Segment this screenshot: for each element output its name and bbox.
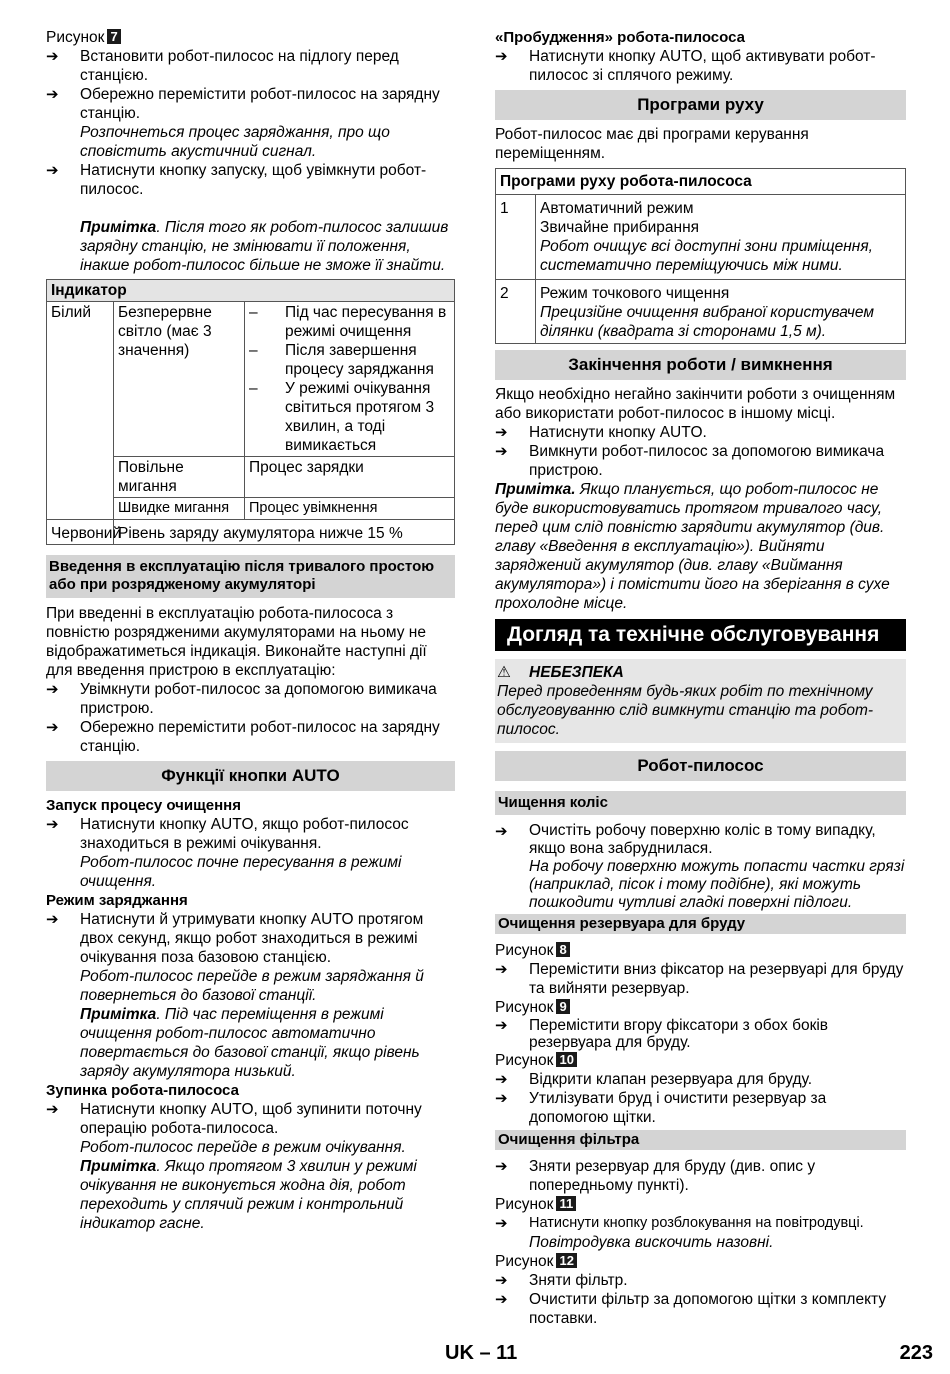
step-text: Обережно перемістити робот-пилосос на зарядну станцію.	[80, 719, 440, 755]
indicator-state: Швидке мигання	[114, 498, 245, 520]
step-result: Робот-пилосос перейде в режим очікування.	[80, 1139, 406, 1156]
figure-label: Рисунок	[495, 1052, 554, 1069]
figure-label: Рисунок	[46, 29, 105, 46]
arrow-icon: ➔	[495, 1291, 508, 1308]
list-item: – Під час пересування в режимі очищення	[249, 304, 447, 340]
step-item	[495, 1214, 906, 1252]
page-number: 223	[899, 1342, 933, 1364]
step-item	[495, 960, 906, 998]
arrow-icon: ➔	[495, 823, 508, 840]
figure-ref-12	[495, 1252, 906, 1271]
note-label: Примітка.	[495, 481, 576, 498]
subsection-heading: Очищення фільтра	[495, 1130, 906, 1150]
program-number: 1	[496, 195, 536, 280]
step-item	[495, 1089, 906, 1127]
figure-ref-7	[46, 28, 455, 47]
step-text: Обережно перемістити робот-пилосос на зарядну станцію.	[80, 86, 440, 122]
step-item	[495, 822, 906, 912]
step-item	[46, 161, 455, 199]
step-result: Робот-пилосос почне пересування в режимі очищення.	[80, 854, 402, 890]
figure-ref-10	[495, 1051, 906, 1070]
indicator-meaning-list	[245, 302, 455, 457]
chapter-heading: Догляд та технічне обслуговування	[495, 619, 906, 651]
step-item	[46, 910, 455, 1081]
figure-number: 7	[107, 29, 120, 44]
arrow-icon: ➔	[495, 48, 508, 65]
step-text: Відкрити клапан резервуара для бруду.	[529, 1071, 813, 1088]
danger-warning	[495, 659, 906, 743]
step-text: Натиснути кнопку AUTO, щоб активувати робот-пилосос зі сплячого режиму.	[529, 48, 876, 84]
step-text: Зняти фільтр.	[529, 1272, 628, 1289]
figure-label: Рисунок	[495, 999, 554, 1016]
figure-label: Рисунок	[495, 1253, 554, 1270]
page-code: UK – 11	[445, 1342, 518, 1364]
arrow-icon: ➔	[495, 1071, 508, 1088]
step-text: Перемістити вниз фіксатор на резервуарі для бруду та вийняти резервуар.	[529, 961, 904, 997]
figure-ref-8	[495, 941, 906, 960]
note-text: Якщо планується, що робот-пилосос не буде використовуватись протягом тривалого часу, перед цим слід повністю зарядити акумулятор (див. главу «Введення в експлуатацію»). Вийняти заряджений акумулятор (див. главу «Виймання акумулятора») і помістити його на зберігання в сухе прохолодне місце.	[495, 481, 890, 612]
subsection-heading: «Пробудження» робота-пилососа	[495, 29, 745, 46]
figure-number: 8	[556, 942, 569, 957]
step-item	[495, 442, 906, 480]
step-text: Встановити робот-пилосос на підлогу перед станцією.	[80, 48, 399, 84]
arrow-icon: ➔	[46, 48, 59, 65]
arrow-icon: ➔	[46, 162, 59, 179]
indicator-meaning: Рівень заряду акумулятора нижче 15 %	[114, 520, 455, 545]
step-item	[46, 718, 455, 756]
step-result: Повітродувка вискочить назовні.	[529, 1234, 774, 1251]
note: Примітка. Під час переміщення в режимі очищення робот-пилосос автоматично повертається до базової станції, якщо рівень заряду акумулятора низький.	[80, 1006, 420, 1080]
figure-number: 12	[556, 1253, 576, 1268]
step-text: Очистити фільтр за допомогою щітки з комплекту поставки.	[529, 1291, 887, 1327]
indicator-meaning: Процес увімкнення	[245, 498, 455, 520]
arrow-icon: ➔	[46, 1101, 59, 1118]
step-text: Натиснути кнопку AUTO.	[529, 424, 707, 441]
arrow-icon: ➔	[495, 1158, 508, 1175]
figure-number: 11	[556, 1196, 576, 1211]
step-text: Зняти резервуар для бруду (див. опис у попередньому пункті).	[529, 1158, 816, 1194]
figure-number: 10	[556, 1052, 576, 1067]
danger-text: Перед проведенням будь-яких робіт по технічному обслуговуванню слід вимкнути станцію та робот-пилосос.	[497, 683, 874, 738]
section-heading: Робот-пилосос	[495, 751, 906, 781]
step-item	[46, 47, 455, 85]
step-item	[46, 85, 455, 161]
right-column	[495, 28, 906, 1328]
arrow-icon: ➔	[46, 86, 59, 103]
step-text: Утилізувати бруд і очистити резервуар за допомогою щітки.	[529, 1090, 827, 1126]
arrow-icon: ➔	[46, 719, 59, 736]
section-heading: Програми руху	[495, 90, 906, 120]
arrow-icon: ➔	[495, 424, 508, 441]
indicator-table-header: Індикатор	[47, 280, 455, 302]
arrow-icon: ➔	[495, 443, 508, 460]
note-text: . Після того як робот-пилосос залишив зарядну станцію, не змінювати її положення, інакше робот-пилосос більше не зможе її знайти.	[80, 219, 449, 274]
program-description: Автоматичний режим Звичайне прибирання Робот очищує всі доступні зони приміщення, систематично переміщуючись між ними.	[536, 195, 906, 280]
step-item	[495, 1017, 906, 1051]
step-item	[495, 47, 906, 85]
step-text: Натиснути кнопку AUTO, щоб зупинити поточну операцію робота-пилососа.	[80, 1101, 422, 1137]
step-item	[495, 423, 906, 442]
note-label: Примітка	[80, 219, 157, 236]
arrow-icon: ➔	[495, 1272, 508, 1289]
step-text: Перемістити вгору фіксатори з обох боків резервуара для бруду.	[529, 1017, 829, 1051]
paragraph: Робот-пилосос має дві програми керування переміщенням.	[495, 126, 809, 162]
section-heading: Функції кнопки AUTO	[46, 761, 455, 791]
arrow-icon: ➔	[46, 911, 59, 928]
program-description: Режим точкового чищення Прецизійне очищення вибраної користувачем ділянки (квадрата зі сторонами 1,5 м).	[536, 280, 906, 344]
indicator-color-red: Червоний	[47, 520, 114, 545]
indicator-table	[46, 279, 455, 545]
programs-table	[495, 168, 906, 344]
section-heading: Введення в експлуатацію після тривалого простою або при розрядженому акумуляторі	[46, 555, 455, 598]
indicator-state: Повільне мигання	[114, 457, 245, 498]
arrow-icon: ➔	[495, 1090, 508, 1107]
figure-label: Рисунок	[495, 1196, 554, 1213]
arrow-icon: ➔	[495, 1215, 508, 1232]
section-heading: Закінчення роботи / вимкнення	[495, 350, 906, 380]
subsection-heading: Зупинка робота-пилососа	[46, 1082, 239, 1099]
warning-icon: ⚠	[497, 664, 511, 681]
step-text: Очистіть робочу поверхню коліс в тому випадку, якщо вона забруднилася.	[529, 822, 876, 857]
subsection-heading: Запуск процесу очищення	[46, 797, 241, 814]
step-item	[495, 1070, 906, 1089]
step-item	[46, 1100, 455, 1233]
step-item	[46, 680, 455, 718]
step-result: На робочу поверхню можуть попасти частки грязі (наприклад, пісок і тому подібне), які можуть пошкодити чутливі гладкі поверхні підлоги.	[529, 858, 905, 911]
step-result: Робот-пилосос перейде в режим заряджання й повернеться до базової станції.	[80, 968, 424, 1004]
indicator-state: Безперервне світло (має 3 значення)	[114, 302, 245, 457]
figure-label: Рисунок	[495, 942, 554, 959]
figure-ref-11	[495, 1195, 906, 1214]
list-item: – У режимі очікування світиться протягом 3 хвилин, а тоді вимикається	[249, 380, 435, 454]
step-text: Увімкнути робот-пилосос за допомогою вимикача пристрою.	[80, 681, 437, 717]
list-item: – Після завершення процесу заряджання	[249, 342, 434, 378]
arrow-icon: ➔	[495, 1017, 508, 1034]
arrow-icon: ➔	[46, 816, 59, 833]
danger-label: НЕБЕЗПЕКА	[529, 664, 624, 681]
step-item	[495, 1271, 906, 1290]
step-text: Натиснути кнопку розблокування на повітродувці.	[529, 1215, 864, 1231]
note: Примітка. Якщо протягом 3 хвилин у режимі очікування не виконується жодна дія, робот переходить у сплячий режим і контрольний індикатор гасне.	[80, 1158, 417, 1232]
subsection-heading: Чищення коліс	[495, 791, 906, 815]
step-item	[46, 815, 455, 891]
program-number: 2	[496, 280, 536, 344]
note	[495, 480, 906, 613]
note	[46, 218, 455, 275]
programs-table-header: Програми руху робота-пилососа	[496, 169, 906, 195]
step-result: Розпочнеться процес заряджання, про що сповістить акустичний сигнал.	[80, 124, 390, 160]
indicator-color-white: Білий	[47, 302, 114, 520]
step-text: Натиснути кнопку AUTO, якщо робот-пилосос знаходиться в режимі очікування.	[80, 816, 409, 852]
figure-ref-9	[495, 998, 906, 1017]
step-item	[495, 1290, 906, 1328]
danger-header	[497, 663, 904, 682]
step-text: Вимкнути робот-пилосос за допомогою вимикача пристрою.	[529, 443, 885, 479]
paragraph: Якщо необхідно негайно закінчити роботи з очищенням або використати робот-пилосос в іншому місці.	[495, 386, 896, 422]
left-column	[46, 28, 455, 1233]
paragraph: При введенні в експлуатацію робота-пилососа з повністю розрядженими акумуляторами на ньому не відображатиметься індикація. Виконайте наступні дії для введення пристрою в експлуатацію:	[46, 605, 427, 679]
step-text: Натиснути й утримувати кнопку AUTO протягом двох секунд, якщо робот знаходиться в режимі очікування поза базовою станцією.	[80, 911, 424, 966]
step-text: Натиснути кнопку запуску, щоб увімкнути робот-пилосос.	[80, 162, 427, 198]
arrow-icon: ➔	[46, 681, 59, 698]
indicator-meaning: Процес зарядки	[245, 457, 455, 498]
subsection-heading: Очищення резервуара для бруду	[495, 914, 906, 934]
step-item	[495, 1157, 906, 1195]
figure-number: 9	[556, 999, 569, 1014]
subsection-heading: Режим заряджання	[46, 892, 188, 909]
arrow-icon: ➔	[495, 961, 508, 978]
